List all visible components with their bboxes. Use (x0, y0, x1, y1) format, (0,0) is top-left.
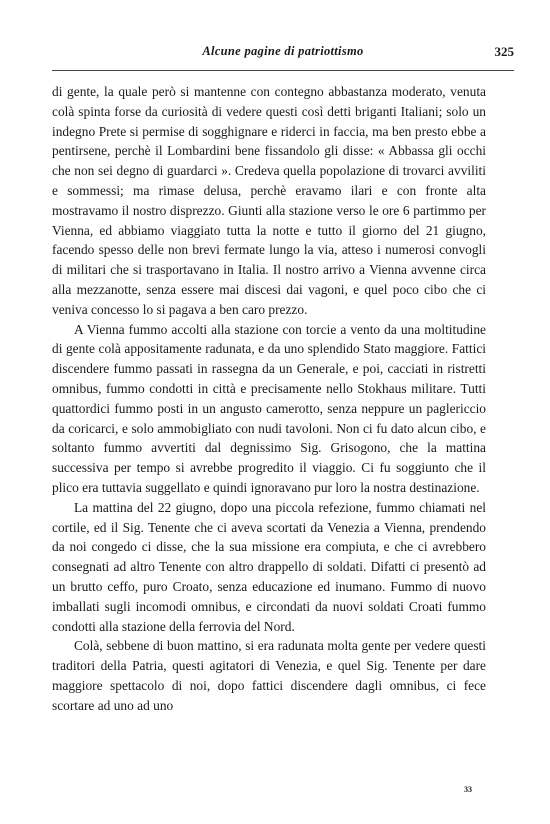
header-rule (52, 70, 514, 71)
signature-mark: 33 (464, 785, 472, 794)
page-header (52, 44, 514, 66)
paragraph: A Vienna fummo accolti alla stazione con torcie a vento da una moltitudine di gente colà appositamente radunata, e da uno splendido Stato maggiore. Fattici discendere fummo passati in rassegna da un Generale, e poi, cacciati in ristretti omnibus, fummo condotti in città e precisamente nello Stokhaus militare. Tutti quattordici fummo posti in un angusto camerotto, senza neppure un paglericcio da coricarci, e solo ammobigliato con nudi tavoloni. Non ci fu dato alcun cibo, e soltanto fummo avvertiti dal degnissimo Sig. Grisogono, che la mattina successiva per tempo si avrebbe progredito il viaggio. Ci fu soggiunto che il plico era tuttavia suggellato e quindi ignoravano pur loro la nostra destinazione. (52, 321, 486, 495)
paragraph: La mattina del 22 giugno, dopo una piccola refezione, fummo chiamati nel cortile, ed il Sig. Tenente che ci aveva scortati da Venezia a Vienna, prendendo da noi congedo ci disse, che la sua missione era compiuta, e che ci avrebbero consegnati ad altro Tenente con altro drappello di soldati. Difatti ci presentò ad un brutto ceffo, puro Croato, senza educazione ed inumano. Fummo di nuovo imballati sugli incomodi omnibus, e circondati da nuovi soldati Croati fummo condotti alla stazione della ferrovia del Nord. (52, 499, 486, 634)
paragraph: di gente, la quale però si mantenne con contegno abbastanza moderato, venuta colà spinta forse da curiosità di vedere questi così detti briganti Italiani; solo un indegno Prete si permise di sogghignare e riderci in faccia, ma ben presto ebbe a pentirsene, perchè il Lombardini bene fissandolo gli disse: « Abbassa gli occhi che non sei degno di guardarci ». Credeva quella popolazione di trovarci avviliti e sommessi; ma rimase delusa, perchè eravamo ilari e con fronte alta mostravamo il nostro disprezzo. Giunti alla stazione verso le ore 6 partimmo per Vienna, ed abbiamo viaggiato tutta la notte e tutto il giorno del 21 giugno, facendo spesso delle non brevi fermate lungo la via, atteso i numerosi convogli di militari che si trasportavano in Italia. Il nostro arrivo a Vienna avvenne circa alla mezzanotte, senza essere mai discesi dai vagoni, e quel poco cibo che ci veniva concesso lo si pagava a ben caro prezzo. (52, 84, 486, 317)
body-text (52, 82, 486, 716)
paragraph: Colà, sebbene di buon mattino, si era radunata molta gente per vedere questi traditori della Patria, questi agitatori di Venezia, e quel Sig. Tenente per dare maggiore spettacolo di noi, dopo fattici discendere dagli omnibus, ci fece scortare ad uno ad uno (52, 638, 486, 713)
page-number: 325 (494, 44, 514, 59)
running-head: Alcune pagine di patriottismo (202, 44, 364, 58)
